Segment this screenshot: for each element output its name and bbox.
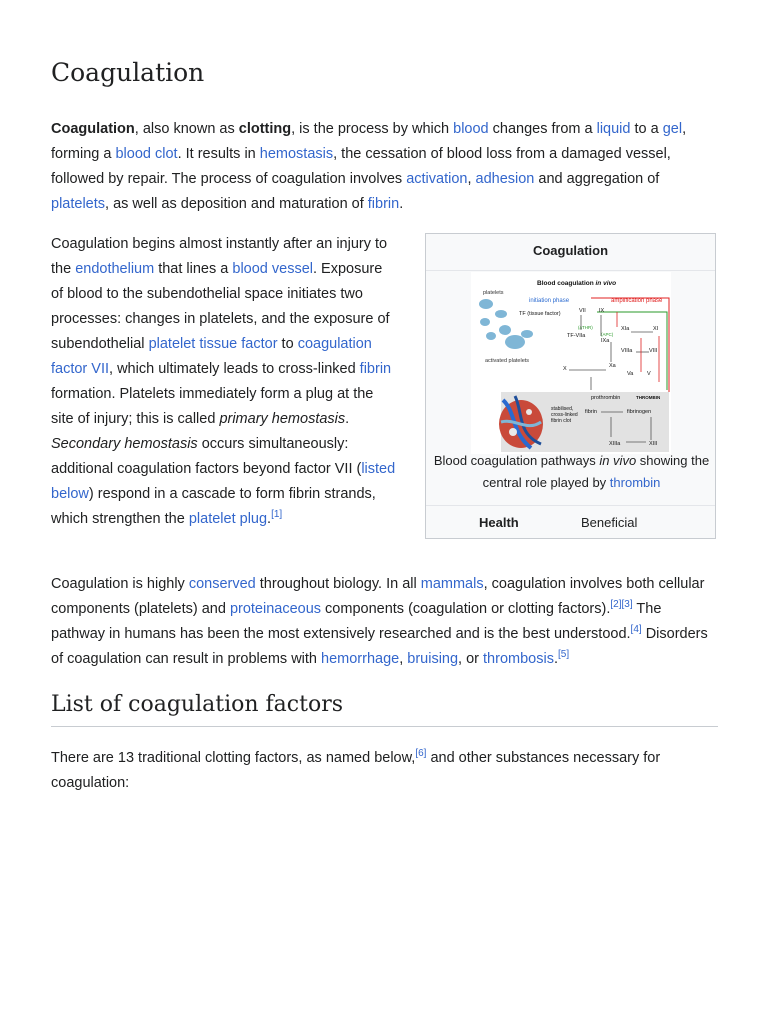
link-coagulation-factor-vii[interactable]: coagulation factor VII [51,336,372,377]
link-adhesion[interactable]: adhesion [475,171,535,187]
mechanism-paragraph [51,232,396,532]
apc-feedback-label: (APC) [601,332,614,337]
fibrinogen-label: fibrinogen [627,409,652,415]
text: ) respond in a cascade to form fibrin strands, which strengthen the [51,486,376,527]
text: to a [630,121,663,137]
infobox-row-health [426,505,715,540]
link-liquid[interactable]: liquid [596,121,631,137]
reference-link[interactable]: [5] [557,649,570,661]
text: Blood coagulation pathways [433,453,600,468]
reference-link[interactable]: [6] [415,748,427,760]
text: , as well as deposition and maturation of [105,196,368,212]
bold-term: clotting [238,121,292,137]
text: , [467,171,476,187]
text: . [267,511,272,527]
link-hemostasis[interactable]: hemostasis [259,146,334,162]
clot-label-line3: fibrin clot [551,418,572,424]
clot-label-line1: stabilised, [551,406,574,412]
text: , forming a [51,121,687,162]
link-endothelium[interactable]: endothelium [75,261,155,277]
text: , also known as [134,121,239,137]
infobox-caption [426,450,717,494]
thrombin-label: THROMBIN [636,395,661,400]
link-activation[interactable]: activation [406,171,468,187]
link-platelet-tissue-factor[interactable]: platelet tissue factor [148,336,278,352]
factor-xia-label: XIa [621,326,630,332]
text: The pathway in humans has been the most extensively researched and is the best understood. [51,601,662,642]
factor-x-label: X [563,366,567,372]
factor-ix-label: IX [599,308,605,314]
tf-label: TF (tissue factor) [519,311,561,317]
platelets-label: platelets [483,290,504,296]
intro-paragraph [51,117,718,217]
platelet-cluster [479,299,533,349]
text: , [399,651,408,667]
text: , or [458,651,484,667]
text: throughout biology. In all [255,576,421,592]
link-mammals[interactable]: mammals [420,576,484,592]
italic-term: primary hemostasis [219,411,346,427]
text: , is the process by which [291,121,454,137]
text: , coagulation involves both cellular components (platelets) and [51,576,705,617]
italic-term: in vivo [599,453,637,468]
text: , which ultimately leads to cross-linked [109,361,360,377]
link-platelets[interactable]: platelets [51,196,106,212]
health-value: Beneficial [581,515,638,530]
text: showing the central role played by [482,453,710,490]
page-title: Coagulation [51,58,205,87]
link-listed-below[interactable]: listed below [51,461,396,502]
reference-link[interactable]: [4] [630,624,642,636]
factor-xiii-label: XIII [649,441,658,447]
factor-viii-label: VIII [649,348,658,354]
biology-paragraph [51,572,718,672]
section-heading: List of coagulation factors [51,692,718,727]
prothrombin-label: prothrombin [591,395,621,401]
text: and aggregation of [534,171,660,187]
link-proteinaceous[interactable]: proteinaceous [229,601,322,617]
health-label: Health [479,515,519,530]
tf-viia-label: TF-VIIa [567,333,586,339]
text: and other substances necessary for coagulation: [51,750,661,791]
link-fibrin[interactable]: fibrin [367,196,400,212]
text: Disorders of coagulation can result in problems with [51,626,708,667]
text: , the cessation of blood loss from a damaged vessel, followed by repair. The process of coagulation involves [51,146,671,187]
text: formation. Platelets immediately form a plug at the site of injury; this is called [51,386,374,427]
text: that lines a [154,261,233,277]
text: . Exposure of blood to the subendothelial space initiates two processes: changes in platelets, and the exposure of subendothelial [51,261,390,352]
factor-v-label: V [647,371,651,377]
reference-link[interactable]: [2] [610,599,622,611]
link-platelet-plug[interactable]: platelet plug [188,511,268,527]
reference-link[interactable]: [3] [621,599,633,611]
text: There are 13 traditional clotting factors, as named below, [51,750,416,766]
italic-term: Secondary hemostasis [51,436,198,452]
factor-ixa-label: IXa [601,338,610,344]
factor-xa-label: Xa [609,363,616,369]
factor-xiiia-label: XIIIa [609,441,621,447]
text: . [553,651,558,667]
factor-viiia-label: VIIIa [621,348,633,354]
diagram-title: Blood coagulation in vivo [537,280,617,287]
section-paragraph [51,746,718,796]
factor-vii-label: VII [579,308,586,314]
link-conserved[interactable]: conserved [188,576,256,592]
infobox [425,233,716,539]
amplification-arrows [617,312,659,382]
text: components (coagulation or clotting factors). [321,601,611,617]
text: to [277,336,298,352]
bold-term: Coagulation [51,121,135,137]
activated-platelets-label: activated platelets [485,358,530,364]
text: Coagulation is highly [51,576,189,592]
text: occurs simultaneously: additional coagulation factors beyond factor VII ( [51,436,362,477]
initiation-phase-label: initiation phase [529,298,570,304]
clot-label-line2: cross-linked [551,412,578,418]
amplification-phase-label: amplification phase [611,298,663,304]
link-bruising[interactable]: bruising [407,651,459,667]
link-hemorrhage[interactable]: hemorrhage [321,651,400,667]
text: . It results in [177,146,260,162]
text: . [399,196,404,212]
factor-xi-label: XI [653,326,659,332]
factor-va-label: Va [627,371,634,377]
coagulation-diagram[interactable] [471,272,671,454]
link-blood-clot[interactable]: blood clot [115,146,178,162]
text: . [345,411,350,427]
fibrin-label: fibrin [585,409,597,415]
link-blood[interactable]: blood [453,121,489,137]
link-gel[interactable]: gel [662,121,683,137]
thrombin-feedback-label: (aTHR) [578,325,593,330]
text: Coagulation begins almost instantly after an injury to the [51,236,388,277]
link-fibrin[interactable]: fibrin [359,361,392,377]
link-blood-vessel[interactable]: blood vessel [232,261,313,277]
text: changes from a [488,121,597,137]
link-thrombosis[interactable]: thrombosis [483,651,554,667]
infobox-title: Coagulation [426,234,715,271]
link-thrombin[interactable]: thrombin [609,475,661,490]
coagulation-diagram-svg [471,272,671,454]
reference-link[interactable]: [1] [271,509,283,521]
